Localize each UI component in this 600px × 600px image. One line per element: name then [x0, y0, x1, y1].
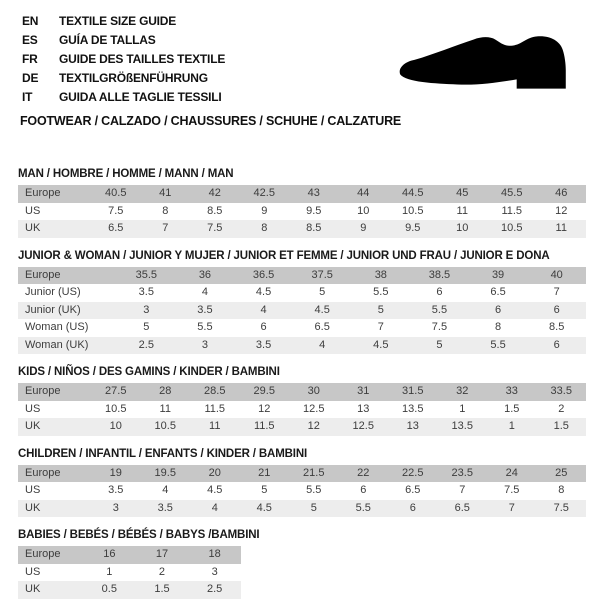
size-table-man	[18, 185, 586, 238]
size-cell: 7.5	[108, 204, 124, 217]
table-row	[18, 465, 586, 483]
size-cell: 23.5	[451, 466, 473, 479]
size-cell: 5.5	[373, 286, 389, 298]
size-cell: 12.5	[352, 420, 374, 432]
size-cell: 45	[456, 187, 469, 199]
size-cell: 1.5	[154, 583, 170, 595]
section-man	[18, 168, 586, 238]
size-cell: 5	[143, 321, 150, 333]
row-label: Europe	[25, 548, 61, 560]
section-title: MAN / HOMBRE / HOMME / MANN / MAN	[18, 168, 234, 180]
size-cell: 6.5	[108, 222, 124, 234]
size-cell: 4.5	[314, 303, 330, 316]
size-cell: 8	[495, 321, 502, 333]
size-cell: 6	[260, 321, 267, 333]
table-row	[18, 383, 586, 401]
size-cell: 3	[112, 501, 119, 514]
table-row	[18, 482, 586, 500]
size-cell: 8	[162, 204, 169, 217]
size-cell: 1	[106, 565, 113, 578]
size-cell: 3	[201, 338, 208, 351]
size-table-junior-woman	[18, 267, 586, 355]
section-junior-woman	[18, 250, 586, 355]
size-cell: 4	[319, 338, 326, 351]
language-code: ES	[22, 33, 38, 47]
size-cell: 6	[360, 484, 367, 496]
size-cell: 6	[553, 338, 560, 351]
size-cell: 5	[261, 484, 268, 496]
row-label: Junior (US)	[25, 286, 81, 298]
size-cell: 11	[209, 420, 221, 432]
size-cell: 7	[508, 501, 515, 514]
size-cell: 7	[377, 321, 384, 333]
language-code: IT	[22, 90, 33, 104]
size-table-children	[18, 465, 586, 518]
category-title: FOOTWEAR / CALZADO / CHAUSSURES / SCHUHE / CALZATURE	[20, 114, 402, 128]
size-cell: 10	[456, 222, 469, 234]
size-cell: 30	[307, 385, 320, 397]
size-cell: 19	[109, 466, 122, 479]
size-cell: 1.5	[553, 420, 569, 432]
size-cell: 11	[555, 222, 567, 234]
size-cell: 5	[436, 338, 443, 351]
size-cell: 7.5	[207, 222, 223, 234]
size-cell: 10.5	[105, 402, 127, 415]
size-cell: 40	[550, 268, 563, 281]
size-cell: 10.5	[402, 204, 424, 217]
size-cell: 11	[159, 402, 171, 415]
size-cell: 4.5	[256, 501, 272, 514]
size-cell: 3.5	[255, 338, 272, 351]
size-cell: 9	[261, 204, 268, 217]
size-cell: 7.5	[504, 484, 520, 496]
size-cell: 8	[558, 484, 565, 496]
table-row	[18, 500, 586, 518]
size-cell: 16	[103, 548, 116, 560]
size-cell: 8.5	[207, 204, 223, 217]
size-cell: 6	[553, 303, 560, 316]
table-row	[18, 319, 586, 337]
size-cell: 7	[553, 286, 560, 298]
language-label: TEXTILGRÖßENFÜHRUNG	[59, 71, 208, 85]
size-cell: 9	[360, 222, 367, 234]
language-label: TEXTILE SIZE GUIDE	[59, 14, 177, 28]
size-cell: 5.5	[306, 484, 322, 496]
size-cell: 24	[505, 466, 518, 479]
size-cell: 36.5	[252, 268, 275, 281]
size-cell: 5	[319, 286, 326, 298]
size-cell: 28	[159, 385, 172, 397]
size-cell: 21.5	[303, 466, 325, 479]
size-cell: 12	[258, 402, 271, 415]
size-cell: 10.5	[501, 222, 523, 234]
size-cell: 33.5	[550, 385, 572, 397]
size-cell: 21	[258, 466, 271, 479]
size-table-babies	[18, 546, 241, 599]
section-babies	[18, 529, 586, 599]
row-label: Woman (UK)	[25, 338, 89, 351]
language-label: GUIDA ALLE TAGLIE TESSILI	[59, 90, 222, 104]
size-cell: 1.5	[504, 402, 520, 415]
size-cell: 9.5	[405, 222, 421, 234]
size-cell: 44	[357, 187, 370, 199]
size-cell: 11.5	[253, 420, 275, 432]
size-cell: 1	[459, 402, 466, 415]
size-cell: 40.5	[105, 187, 127, 199]
size-cell: 3.5	[108, 484, 124, 496]
size-cell: 5.5	[431, 303, 448, 316]
size-cell: 1	[508, 420, 515, 432]
size-cell: 13	[357, 402, 370, 415]
size-cell: 36	[198, 268, 212, 281]
section-title: KIDS / NIÑOS / DES GAMINS / KINDER / BAMBINI	[18, 366, 280, 378]
size-cell: 5.5	[490, 338, 506, 351]
size-cell: 6.5	[454, 501, 470, 514]
size-cell: 2	[158, 565, 166, 578]
size-cell: 10	[357, 204, 370, 217]
size-cell: 13	[406, 420, 419, 432]
table-row	[18, 203, 586, 221]
row-label: UK	[25, 583, 41, 595]
size-cell: 12	[555, 204, 568, 217]
size-cell: 4	[211, 501, 218, 514]
language-row	[22, 12, 586, 31]
size-cell: 28.5	[204, 385, 226, 397]
size-cell: 7.5	[431, 321, 448, 333]
size-cell: 22	[357, 466, 370, 479]
size-cell: 4.5	[255, 286, 272, 298]
size-cell: 31.5	[402, 385, 424, 397]
size-cell: 38	[374, 268, 387, 281]
section-title: CHILDREN / INFANTIL / ENFANTS / KINDER / BAMBINI	[18, 447, 308, 460]
size-cell: 4.5	[373, 338, 389, 351]
size-cell: 45.5	[501, 187, 523, 199]
dress-shoe-icon	[396, 33, 576, 93]
table-row	[18, 185, 586, 203]
row-label: Europe	[25, 187, 61, 199]
size-cell: 8.5	[549, 321, 565, 333]
size-cell: 6.5	[405, 484, 421, 496]
size-cell: 43	[307, 187, 320, 199]
size-cell: 11.5	[204, 402, 226, 415]
size-cell: 32	[456, 385, 469, 397]
size-cell: 6.5	[490, 286, 506, 298]
size-cell: 2.5	[207, 583, 223, 595]
size-cell: 39	[491, 268, 505, 281]
size-cell: 7.5	[553, 501, 569, 514]
size-cell: 5.5	[197, 321, 213, 333]
row-label: Europe	[25, 385, 61, 397]
size-cell: 6	[436, 286, 443, 298]
section-kids	[18, 366, 586, 436]
size-cell: 25	[555, 466, 568, 479]
row-label: US	[25, 204, 41, 217]
size-cell: 27.5	[105, 385, 127, 397]
row-label: Europe	[25, 466, 61, 479]
size-cell: 0.5	[101, 583, 117, 595]
row-label: US	[25, 565, 41, 578]
size-cell: 18	[208, 548, 221, 560]
size-cell: 12	[307, 420, 320, 432]
size-cell: 4	[260, 303, 267, 316]
size-cell: 10.5	[154, 420, 176, 432]
language-label: GUIDE DES TAILLES TEXTILE	[59, 52, 226, 66]
size-cell: 8	[261, 222, 268, 234]
table-row	[18, 302, 586, 320]
section-children	[18, 448, 586, 518]
size-cell: 38.5	[428, 268, 451, 281]
size-cell: 2.5	[138, 338, 154, 351]
row-label: Woman (US)	[25, 321, 89, 333]
table-row	[18, 564, 241, 582]
size-cell: 41	[159, 187, 172, 199]
table-row	[18, 337, 586, 355]
size-cell: 7	[459, 484, 466, 496]
size-cell: 33	[505, 385, 518, 397]
size-cell: 42	[208, 187, 221, 199]
row-label: UK	[25, 501, 41, 514]
size-cell: 3.5	[197, 303, 213, 316]
size-cell: 7	[162, 222, 169, 234]
size-table-kids	[18, 383, 586, 436]
size-cell: 37.5	[311, 268, 333, 281]
size-cell: 10	[109, 420, 122, 432]
size-cell: 5	[310, 501, 317, 514]
row-label: UK	[25, 420, 41, 432]
size-cell: 20	[208, 466, 221, 479]
size-cell: 3.5	[138, 286, 154, 298]
row-label: US	[25, 484, 41, 496]
size-cell: 42.5	[253, 187, 275, 199]
size-cell: 6	[495, 303, 502, 316]
size-cell: 4	[201, 286, 208, 298]
size-cell: 13.5	[451, 420, 473, 432]
table-row	[18, 267, 586, 285]
size-cell: 4	[162, 484, 169, 496]
size-cell: 44.5	[402, 187, 424, 199]
table-row	[18, 401, 586, 419]
row-label: UK	[25, 222, 41, 234]
row-label: Junior (UK)	[25, 303, 81, 316]
language-code: EN	[22, 14, 39, 28]
size-cell: 11	[456, 204, 468, 217]
size-cell: 13.5	[402, 402, 424, 415]
size-cell: 2	[558, 402, 565, 415]
table-row	[18, 546, 241, 564]
size-cell: 8.5	[306, 222, 322, 234]
row-label: Europe	[25, 268, 61, 281]
size-cell: 5	[377, 303, 384, 316]
size-cell: 12.5	[303, 402, 325, 415]
size-cell: 29.5	[253, 385, 275, 397]
size-cell: 9.5	[306, 204, 322, 217]
size-cell: 3	[211, 565, 218, 578]
table-row	[18, 581, 241, 599]
size-cell: 5.5	[355, 501, 371, 514]
table-row	[18, 418, 586, 436]
size-cell: 6.5	[314, 321, 330, 333]
section-title: JUNIOR & WOMAN / JUNIOR Y MUJER / JUNIOR ET FEMME / JUNIOR UND FRAU / JUNIOR E DONA	[18, 249, 550, 262]
size-cell: 19.5	[154, 466, 176, 479]
size-cell: 17	[155, 548, 169, 560]
size-cell: 11.5	[501, 204, 523, 217]
language-label: GUÍA DE TALLAS	[59, 33, 156, 47]
size-cell: 46	[555, 187, 568, 199]
size-cell: 31	[357, 385, 370, 397]
size-cell: 35.5	[135, 268, 158, 281]
size-cell: 6	[409, 501, 416, 514]
language-code: FR	[22, 52, 38, 66]
size-cell: 3.5	[157, 501, 173, 514]
size-cell: 4.5	[207, 484, 223, 496]
page-header	[18, 12, 586, 128]
table-row	[18, 220, 586, 238]
language-code: DE	[22, 71, 39, 85]
table-row	[18, 284, 586, 302]
size-cell: 22.5	[402, 466, 424, 479]
size-tables	[18, 168, 586, 599]
row-label: US	[25, 402, 41, 415]
section-title: BABIES / BEBÉS / BÉBÉS / BABYS /BAMBINI	[18, 529, 260, 541]
size-cell: 3	[143, 303, 150, 316]
